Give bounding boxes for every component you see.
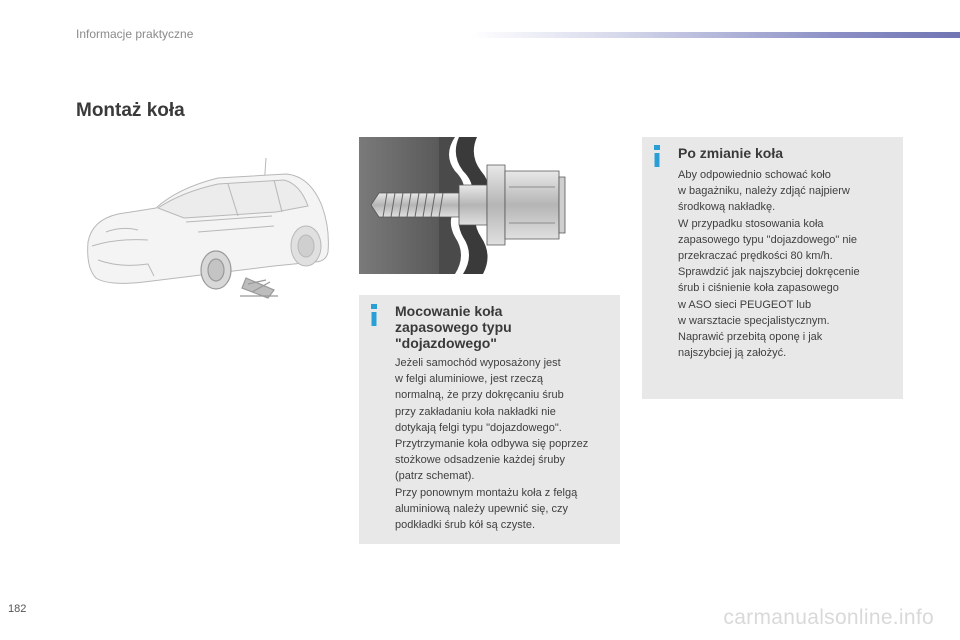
watermark: carmanualsonline.info	[723, 606, 934, 629]
box-title: Mocowanie koła zapasowego typu "dojazdowego"	[395, 303, 512, 351]
after-wheel-change-box	[642, 137, 903, 399]
info-icon	[370, 304, 378, 326]
info-icon	[653, 145, 661, 167]
box-body-text: Aby odpowiednio schować koło w bagażniku, należy zdjąć najpierw środkową nakładkę. W przypadku stosowania koła zapasowego typu "dojazdowego" nie przekraczać prędkości 80 km/h. Sprawdzić jak najszybciej dokręcenie śrub i ciśnienie koła zapasowego w ASO sieci PEUGEOT lub w warsztacie specjalistycznym. Naprawić przebitą oponę i jak najszybciej ją założyć.	[678, 169, 860, 360]
header-bar	[470, 32, 960, 38]
page-title: Montaż koła	[76, 100, 185, 121]
page-number: 182	[8, 603, 27, 615]
wheel-bolt-diagram	[359, 137, 621, 274]
spare-wheel-mounting-box	[359, 295, 620, 544]
car-jack-illustration	[78, 150, 340, 320]
box-title: Po zmianie koła	[678, 145, 784, 161]
section-label: Informacje praktyczne	[76, 27, 194, 41]
box-body-text: Jeżeli samochód wyposażony jest w felgi aluminiowe, jest rzeczą normalną, że przy dokręcaniu śrub przy zakładaniu koła nakładki nie dotykają felgi typu "dojazdowego". Przytrzymanie koła odbywa się poprzez stożkowe odsadzenie każdej śruby (patrz schemat). Przy ponownym montażu koła z felgą aluminiową należy upewnić się, czy podkładki śrub kół są czyste.	[395, 357, 589, 532]
